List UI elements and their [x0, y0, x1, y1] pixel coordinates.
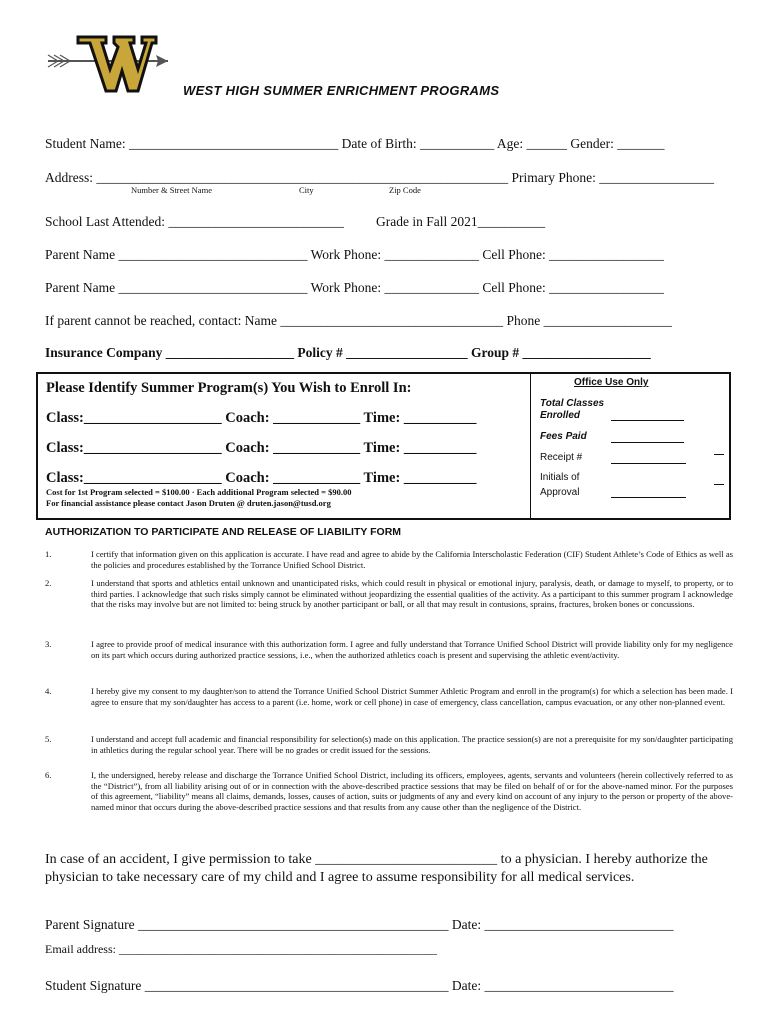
item-text: I hereby give my consent to my daughter/son to attend the Torrance Unified School District Summer Athletic Program and enroll in the program(s) for which a selection has been made. I agree to ensure that my son/daughter has access to a parent (i.e. home, work or cell phone) in case of emergency, class cancellation, campus evacuation, or any other non-planned event. — [91, 686, 733, 707]
item-number: 2. — [45, 578, 52, 588]
approval-label: Approval — [540, 487, 580, 498]
fees-line[interactable] — [611, 442, 684, 443]
page-title: WEST HIGH SUMMER ENRICHMENT PROGRAMS — [183, 83, 500, 98]
accident-permission-line-2: physician to take necessary care of my child and I agree to assume responsibility for all medical services. — [45, 870, 635, 885]
emergency-contact-line[interactable]: If parent cannot be reached, contact: Name _________________________________ Phone ___________________ — [45, 313, 672, 328]
student-signature-line[interactable]: Student Signature _____________________________________________ Date: ____________________________ — [45, 978, 674, 993]
initials-label: Initials of — [540, 472, 580, 483]
item-number: 1. — [45, 549, 52, 559]
list-item — [45, 770, 733, 826]
fees-paid-label: Fees Paid — [540, 431, 587, 442]
enrolled-label: Enrolled — [540, 410, 581, 421]
address-line[interactable]: Address: _____________________________________________________________ Primary Phone: _________________ — [45, 170, 714, 185]
email-address-line[interactable]: Email address: _____________________________________________________ — [45, 942, 437, 956]
list-item — [45, 578, 733, 622]
authorization-title: AUTHORIZATION TO PARTICIPATE AND RELEASE OF LIABILITY FORM — [45, 526, 402, 538]
office-use-title: Office Use Only — [574, 377, 649, 388]
accident-permission-line-1[interactable]: In case of an accident, I give permission to take __________________________ to a physician. I hereby authorize the — [45, 852, 708, 867]
item-text: I certify that information given on this application is accurate. I have read and agree to abide by the California Interscholastic Federation (CIF) Student Athlete’s Code of Ethics as well as the policies and procedures established by the Torrance Unified School District. — [91, 549, 733, 570]
margin-mark — [714, 454, 724, 455]
item-text: I agree to provide proof of medical insurance with this authorization form. I agree and fully understand that Torrance Unified School District will provide liability only for my negligence on its part which occurs during authorized practice sessions, i.e., when the authorized athletics coach is present and supervising the athletic event/activity. — [91, 639, 733, 660]
receipt-label: Receipt # — [540, 452, 583, 463]
class-row-3[interactable]: Class:___________________ Coach: ____________ Time: __________ — [46, 470, 477, 486]
parent-signature-line[interactable]: Parent Signature ______________________________________________ Date: ____________________________ — [45, 917, 674, 932]
approval-line[interactable] — [611, 497, 686, 498]
financial-assistance-note: For financial assistance please contact Jason Druten @ druten.jason@tusd.org — [46, 498, 331, 508]
item-number: 6. — [45, 770, 52, 780]
city-sublabel: City — [299, 185, 314, 195]
parent-line-1[interactable]: Parent Name ____________________________ Work Phone: ______________ Cell Phone: _________________ — [45, 247, 664, 262]
class-row-1[interactable]: Class:___________________ Coach: ____________ Time: __________ — [46, 410, 477, 426]
margin-mark — [714, 484, 724, 485]
school-logo — [44, 33, 172, 95]
item-number: 4. — [45, 686, 52, 696]
street-sublabel: Number & Street Name — [131, 185, 212, 195]
item-text: I, the undersigned, hereby release and discharge the Torrance Unified School District, including its officers, employees, agents, servants and volunteers (herein collectively referred to as the “District”), from all liability arising out of or in connection with the above-described practice sessions that may be filed on behalf of or for the above-named minor. For the purposes of this agreement, “liability” means all claims, demands, losses, causes of action, suits or judgments of any and every kind on account of any injury to the person or property of the above-named minor that occurs during the above-described practice sessions and that results from any cause other than the negligence of the District. — [91, 770, 733, 812]
program-heading: Please Identify Summer Program(s) You Wish to Enroll In: — [46, 380, 412, 396]
office-use-panel — [530, 372, 731, 520]
total-classes-label: Total Classes — [540, 398, 605, 409]
list-item — [45, 639, 733, 673]
student-info-line[interactable]: Student Name: _______________________________ Date of Birth: ___________ Age: ______ Gender: _______ — [45, 136, 665, 151]
insurance-line[interactable]: Insurance Company ___________________ Policy # __________________ Group # ___________________ — [45, 345, 651, 360]
grade-field[interactable]: Grade in Fall 2021__________ — [376, 214, 546, 229]
parent-line-2[interactable]: Parent Name ____________________________ Work Phone: ______________ Cell Phone: _________________ — [45, 280, 664, 295]
item-number: 5. — [45, 734, 52, 744]
item-text: I understand that sports and athletics entail unknown and unanticipated risks, which could result in physical or emotional injury, paralysis, death, or damage to myself, to property, or to third parties. I acknowledge that such risks simply cannot be eliminated without jeopardizing the essential qualities of the activity. As a participant to this summer program I acknowledge that the risks may involve but are not limited to: being struck by another participant or ball, or all that may result in contusions, sprains, fractures, broken bones or concussions. — [91, 578, 733, 610]
zip-sublabel: Zip Code — [389, 185, 421, 195]
school-last-attended-field[interactable]: School Last Attended: __________________________ — [45, 214, 344, 229]
item-text: I understand and accept full academic and financial responsibility for selection(s) made on this application. The practice session(s) are not a prerequisite for my son/daughter participating in athletics during the regular school year. There will be no grades or credit issued for the sessions. — [91, 734, 733, 755]
class-row-2[interactable]: Class:___________________ Coach: ____________ Time: __________ — [46, 440, 477, 456]
enrolled-line[interactable] — [611, 420, 684, 421]
list-item — [45, 734, 733, 756]
list-item — [45, 686, 733, 720]
list-item — [45, 549, 733, 571]
receipt-line[interactable] — [611, 463, 686, 464]
cost-note: Cost for 1st Program selected = $100.00 · Each additional Program selected = $90.00 — [46, 487, 352, 497]
item-number: 3. — [45, 639, 52, 649]
